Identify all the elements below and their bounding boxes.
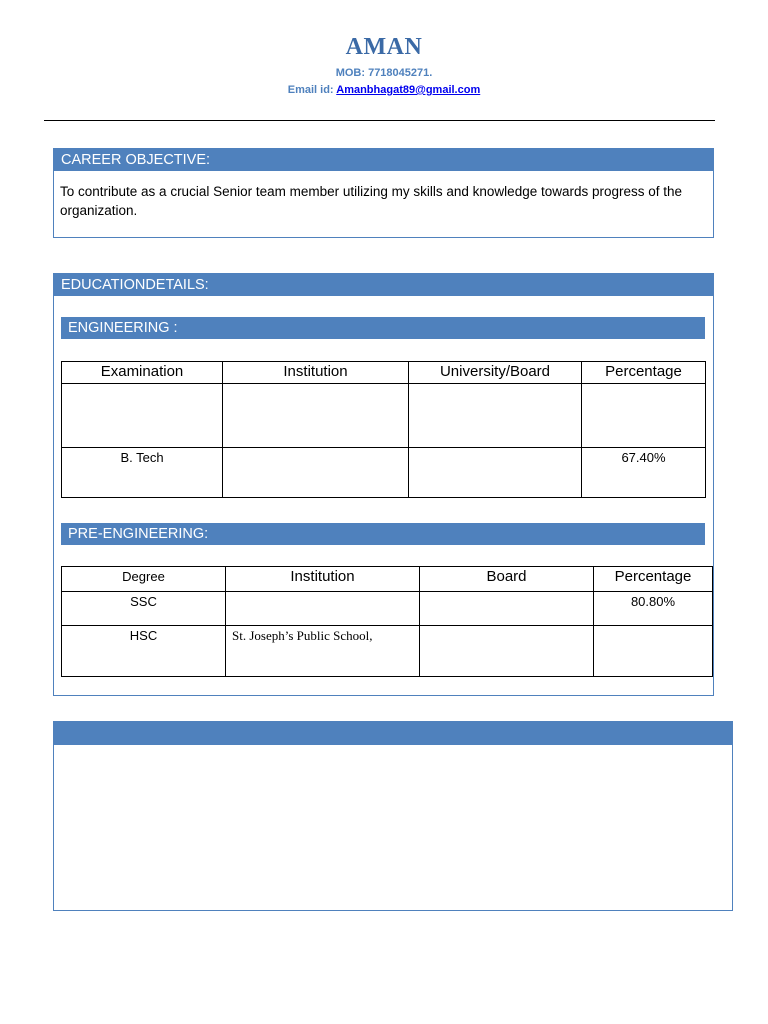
education-heading: EDUCATIONDETAILS: [54,274,713,296]
table-cell [409,448,582,498]
career-objective-section [53,148,714,238]
table-row [62,384,706,448]
engineering-table [61,361,706,498]
additional-section-heading [54,722,732,745]
email-link[interactable]: Amanbhagat89@gmail.com [336,84,481,96]
table-cell: St. Joseph’s Public School, [226,626,420,677]
table-row [62,448,706,498]
pre-engineering-table [61,566,713,677]
column-header: Institution [223,362,409,384]
table-cell: B. Tech [62,448,223,498]
column-header: Examination [62,362,223,384]
table-cell [226,592,420,626]
email-label: Email id: [287,84,334,96]
table-cell [420,592,594,626]
table-cell [62,384,223,448]
table-row [62,626,713,677]
column-header: Institution [226,567,420,592]
engineering-heading: ENGINEERING : [61,317,705,339]
career-objective-text: To contribute as a crucial Senior team member utilizing my skills and knowledge towards progress of the organization. [60,184,683,218]
table-cell: SSC [62,592,226,626]
table-header-row [62,567,713,592]
table-row [62,592,713,626]
career-objective-heading: CAREER OBJECTIVE: [54,149,713,171]
mobile-number: MOB: 7718045271. [335,67,433,79]
column-header: Percentage [594,567,713,592]
table-cell [594,626,713,677]
table-cell [223,448,409,498]
table-cell [420,626,594,677]
table-cell [223,384,409,448]
table-cell: 80.80% [594,592,713,626]
email-line [0,84,768,96]
table-cell: 67.40% [582,448,706,498]
pre-engineering-heading: PRE-ENGINEERING: [61,523,705,545]
column-header: Board [420,567,594,592]
table-header-row [62,362,706,384]
table-cell [409,384,582,448]
table-cell [582,384,706,448]
column-header: Percentage [582,362,706,384]
header-divider [44,120,715,121]
additional-section [53,721,733,911]
candidate-name: AMAN [345,34,423,60]
table-cell: HSC [62,626,226,677]
column-header: Degree [62,567,226,592]
column-header: University/Board [409,362,582,384]
